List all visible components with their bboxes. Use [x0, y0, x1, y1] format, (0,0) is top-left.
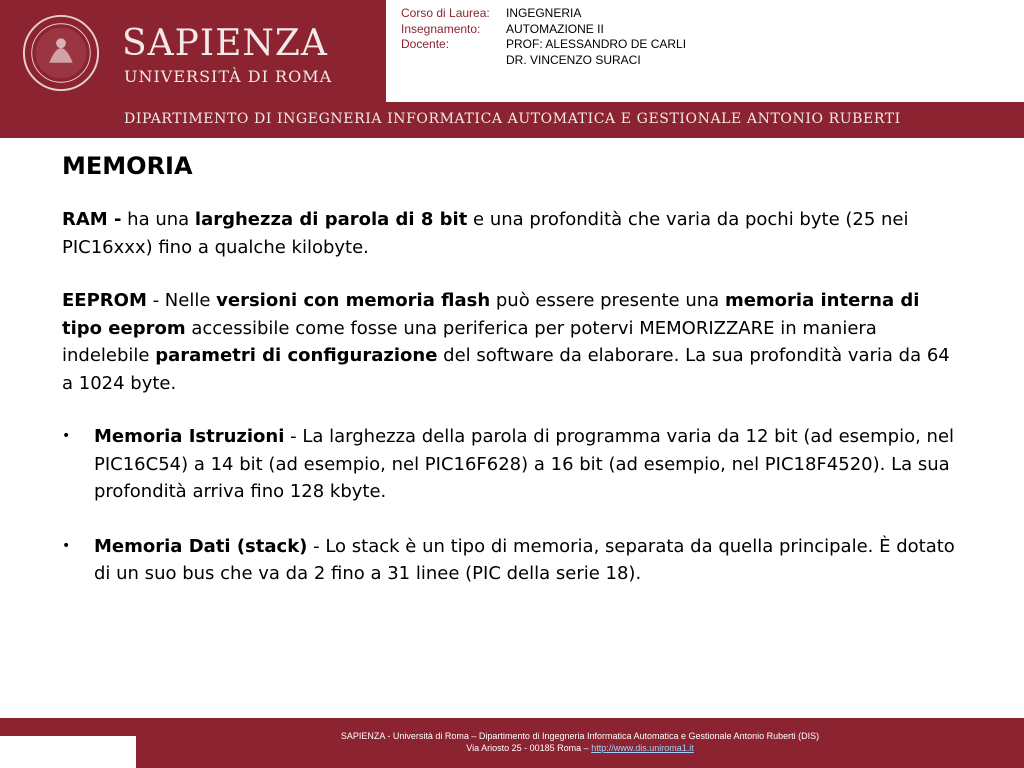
ram-bold-1: larghezza di parola di 8 bit	[194, 209, 468, 230]
footer-line-1: SAPIENZA - Università di Roma – Dipartimento di Ingegneria Informatica Automatica e Gestionale Antonio Ruberti (DIS)	[340, 731, 820, 741]
label-docente-spacer	[401, 53, 506, 69]
ram-text-1: ha una	[121, 209, 195, 230]
eeprom-text-4: del software da elaborare. La sua profondità varia da 64 a 1024 byte.	[62, 345, 950, 394]
footer-left-strip	[0, 718, 136, 736]
eeprom-bold-3: parametri di configurazione	[155, 345, 438, 366]
label-insegnamento: Insegnamento:	[401, 21, 481, 36]
slide-title: MEMORIA	[62, 152, 193, 180]
department-name: DIPARTIMENTO DI INGEGNERIA INFORMATICA AUTOMATICA E GESTIONALE ANTONIO RUBERTI	[124, 111, 901, 127]
footer-line-2	[136, 742, 1024, 754]
bullet-text: - Lo stack è un tipo di memoria, separata da quella principale. È dotato di un suo bus che va da 2 fino a 31 linee (PIC della serie 18).	[94, 535, 955, 584]
slide-body	[62, 206, 962, 615]
course-info	[401, 6, 686, 68]
ram-paragraph	[62, 206, 962, 261]
ram-label: RAM -	[62, 209, 122, 230]
footer	[136, 718, 1024, 768]
bullet-dot-icon: •	[62, 537, 71, 554]
brand-title: SAPIENZA	[122, 23, 328, 64]
bullet-bold: Memoria Dati (stack)	[94, 535, 308, 557]
bullet-text: - La larghezza della parola di programma varia da 12 bit (ad esempio, nel PIC16C54) a 14 bit (ad esempio, nel PIC16F628) a 16 bit (ad esempio, nel PIC18F4520). La sua profondità arriva fino 128 kbyte.	[94, 426, 955, 502]
brand-subtitle: UNIVERSITÀ DI ROMA	[124, 67, 333, 86]
department-website-link[interactable]: http://www.dis.uniroma1.it	[591, 743, 694, 753]
eeprom-paragraph	[62, 287, 962, 397]
label-docente: Docente:	[401, 37, 450, 51]
department-band	[0, 102, 1024, 138]
value-docente-2: DR. VINCENZO SURACI	[506, 52, 641, 67]
bullet-memoria-istruzioni	[62, 423, 962, 506]
eeprom-text-1: - Nelle	[146, 290, 217, 311]
bullet-bold: Memoria Istruzioni	[94, 426, 285, 447]
university-logo-block	[0, 0, 386, 102]
eeprom-bold-1: versioni con memoria flash	[216, 290, 491, 311]
ram-text-2: e una profondità che varia da pochi byte (25 nei PIC16xxx) fino a qualche kilobyte.	[62, 209, 909, 258]
value-insegnamento: AUTOMAZIONE II	[506, 21, 604, 36]
eeprom-text-2: può essere presente una	[490, 290, 725, 311]
bullet-dot-icon: •	[62, 428, 71, 444]
eeprom-text-3: accessibile come fosse una periferica per potervi MEMORIZZARE in maniera indelebile	[62, 317, 877, 366]
eeprom-label: EEPROM	[62, 290, 147, 311]
value-docente-1: PROF: ALESSANDRO DE CARLI	[506, 37, 687, 51]
bullet-memoria-dati	[62, 533, 962, 588]
value-corso: INGEGNERIA	[506, 6, 582, 20]
footer-address: Via Ariosto 25 - 00185 Roma –	[466, 743, 592, 753]
university-seal-icon	[22, 14, 100, 92]
eeprom-bold-2: memoria interna di tipo eeprom	[62, 290, 920, 339]
label-corso: Corso di Laurea:	[401, 6, 490, 20]
